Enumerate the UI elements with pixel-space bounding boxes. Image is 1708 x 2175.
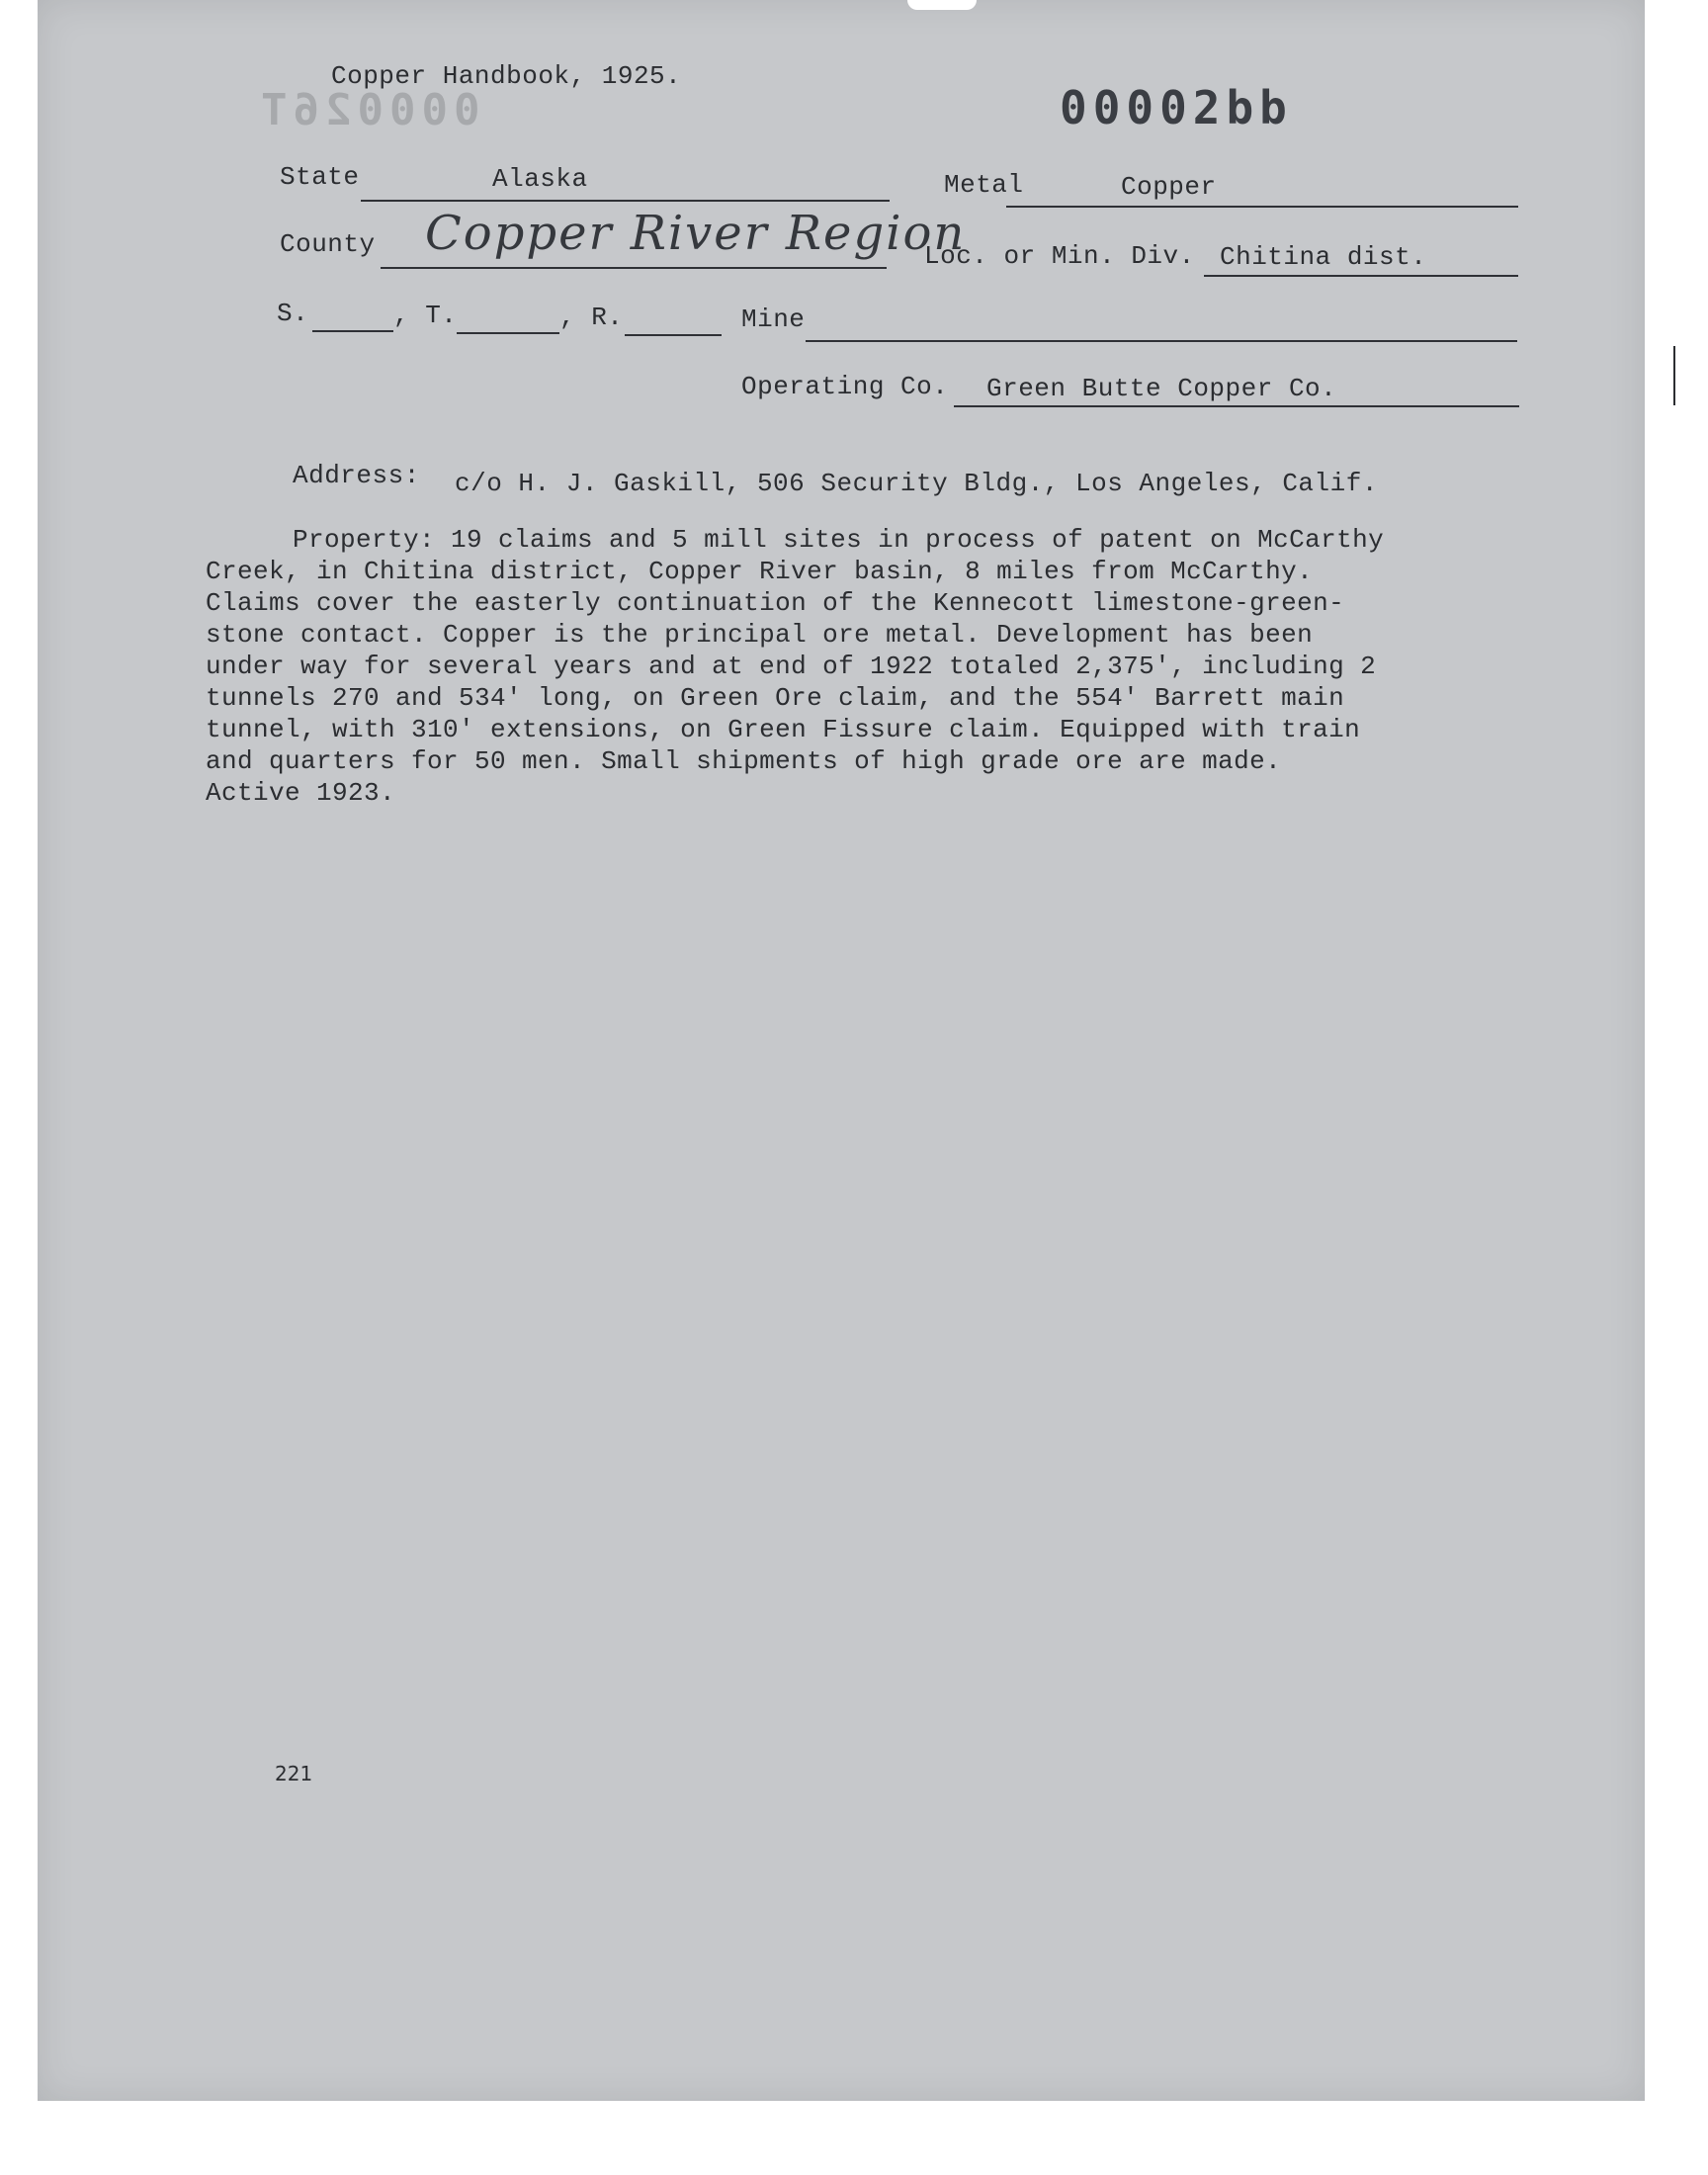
metal-label: Metal bbox=[944, 170, 1024, 200]
paper-notch bbox=[907, 0, 977, 10]
address-label: Address: bbox=[293, 461, 420, 490]
property-line: tunnels 270 and 534' long, on Green Ore claim, and the 554' Barrett main bbox=[206, 683, 1345, 713]
ghost-doc-number: 000026T bbox=[255, 85, 480, 135]
state-line bbox=[361, 200, 890, 202]
mine-label: Mine bbox=[741, 304, 806, 334]
property-line: tunnel, with 310' extensions, on Green Fissure claim. Equipped with train bbox=[206, 715, 1361, 744]
page-number: 221 bbox=[275, 1762, 313, 1785]
property-line: Claims cover the easterly continuation of the Kennecott limestone-green- bbox=[206, 588, 1345, 618]
property-line: and quarters for 50 men. Small shipments of high grade ore are made. bbox=[206, 746, 1282, 776]
property-line: stone contact. Copper is the principal ore metal. Development has been bbox=[206, 620, 1314, 650]
property-line: Property: 19 claims and 5 mill sites in process of patent on McCarthy bbox=[293, 525, 1385, 555]
source-title: Copper Handbook, 1925. bbox=[331, 61, 682, 91]
township-label: , T. bbox=[393, 301, 458, 330]
section-line bbox=[312, 330, 393, 332]
property-line: Creek, in Chitina district, Copper River basin, 8 miles from McCarthy. bbox=[206, 557, 1314, 586]
operating-line bbox=[954, 405, 1519, 407]
county-line bbox=[381, 267, 887, 269]
property-line: under way for several years and at end of 1922 totaled 2,375', including 2 bbox=[206, 652, 1377, 681]
state-value: Alaska bbox=[492, 164, 588, 194]
metal-line bbox=[1006, 206, 1518, 208]
loc-line bbox=[1204, 275, 1518, 277]
range-line bbox=[625, 334, 722, 336]
state-label: State bbox=[280, 162, 360, 192]
doc-number-stamp: 00002bb bbox=[1060, 81, 1293, 134]
edge-mark bbox=[1673, 346, 1675, 405]
section-label: S. bbox=[277, 299, 309, 328]
property-line: Active 1923. bbox=[206, 778, 396, 808]
township-line bbox=[457, 332, 559, 334]
operating-label: Operating Co. bbox=[741, 372, 949, 401]
mine-line bbox=[806, 340, 1517, 342]
loc-label: Loc. or Min. Div. bbox=[924, 241, 1195, 271]
address-value: c/o H. J. Gaskill, 506 Security Bldg., Los Angeles, Calif. bbox=[455, 469, 1378, 498]
loc-value: Chitina dist. bbox=[1220, 242, 1427, 272]
range-label: , R. bbox=[559, 303, 624, 332]
metal-value: Copper bbox=[1121, 172, 1217, 202]
operating-value: Green Butte Copper Co. bbox=[986, 374, 1337, 403]
county-value-handwritten: Copper River Region bbox=[425, 206, 967, 261]
property-paragraph bbox=[206, 524, 1491, 809]
county-label: County bbox=[280, 229, 376, 259]
